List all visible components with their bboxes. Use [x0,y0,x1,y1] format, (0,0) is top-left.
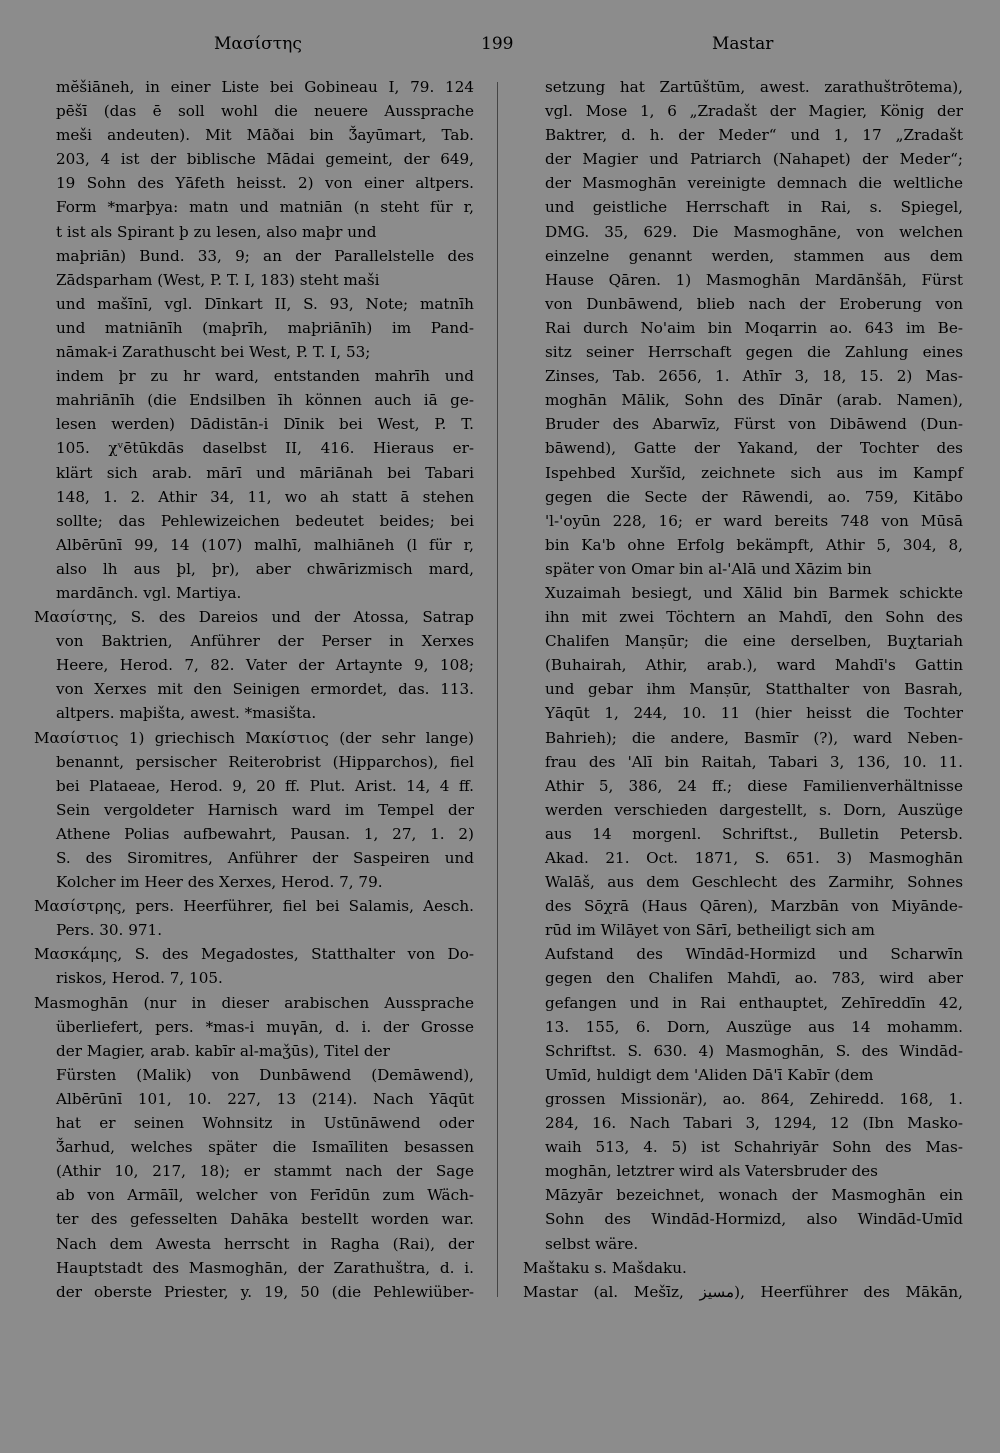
text-line: der oberste Priester, y. 19, 50 (die Pehlewiüber- [56,1282,474,1301]
text-line: 203, 4 ist der biblische Mādai gemeint, der 649, [56,150,475,169]
text-line: altpers. maþišta, awest. *masišta. [56,704,317,723]
text-line: setzung hat Zartūštūm, awest. zarathuštrōtema), [545,78,964,96]
text-line: später von Omar bin al-'Alā und Xāzim bin [545,559,872,578]
text-line: maþriān) Bund. 33, 9; an der Parallelstelle des [56,246,475,265]
right-column [523,75,963,1304]
text-line: Bruder des Abarwīz, Fürst von Dibāwend (Dun- [545,415,964,434]
column-divider [497,82,498,1297]
text-line: Sein vergoldeter Harnisch ward im Tempel der [56,800,475,819]
text-line: Schriftst. S. 630. 4) Masmoghān, S. des Windād- [545,1041,964,1060]
text-line: werden verschieden dargestellt, s. Dorn, Auszüge [545,800,963,819]
text-line: Heere, Herod. 7, 82. Vater der Artaynte 9, 108; [56,656,475,675]
text-line: Athene Polias aufbewahrt, Pausan. 1, 27, 1. 2) [56,824,474,843]
text-line: (Athir 10, 217, 18); er stammt nach der Sage [56,1162,474,1181]
text-line: selbst wäre. [545,1234,639,1253]
text-line: Māzyār bezeichnet, wonach der Masmoghān ein [545,1186,963,1205]
text-line: 148, 1. 2. Athir 34, 11, wo ah statt ā stehen [56,487,475,506]
text-line: moghān, letztrer wird als Vatersbruder des [545,1162,878,1181]
text-line: Baktrer, d. h. der Meder“ und 1, 17 „Zradašt [545,126,964,145]
text-line: Hause Qāren. 1) Masmoghān Mardānšāh, Fürst [545,270,963,289]
text-line: der Magier, arab. kabīr al-maǯūs), Titel der [56,1041,390,1060]
text-line: 13. 155, 6. Dorn, Auszüge aus 14 mohamm. [545,1017,963,1036]
text-line: bei Plataeae, Herod. 9, 20 ff. Plut. Arist. 14, 4 ff. [56,776,474,795]
text-line: Bahrieh); die andere, Basmīr (?), ward Neben- [545,728,963,747]
text-line: aus 14 morgenl. Schriftst., Bulletin Petersb. [545,824,963,843]
text-line: und geistliche Herrschaft in Rai, s. Spiegel, [545,198,964,217]
text-line: Albērūnī 99, 14 (107) malhī, malhiāneh (l für r, [56,535,474,554]
text-line: pēšī (das ē soll wohl die neuere Aussprache [56,102,474,121]
text-line: rūd im Wilāyet von Sārī, betheiligt sich am [545,921,875,940]
text-line: Μασίστης, S. des Dareios und der Atossa, Satrap [34,608,474,627]
text-line: vgl. Mose 1, 6 „Zradašt der Magier, König der [545,102,963,121]
text-line: moghān Mālik, Sohn des Dīnār (arab. Namen), [545,391,964,410]
text-line: meši andeuten). Mit Māðai bin Ǯayūmart, Tab. [56,126,475,145]
text-line: gefangen und in Rai enthauptet, Zehīreddīn 42, [545,993,964,1012]
text-line: Akad. 21. Oct. 1871, S. 651. 3) Masmoghān [545,849,963,867]
text-line: grossen Missionär), ao. 864, Zehiredd. 168, 1. [545,1089,963,1108]
text-line: indem þr zu hr ward, entstanden mahrīh und [56,367,475,386]
text-line: gegen den Chalifen Mahdī, ao. 783, wird aber [545,969,963,988]
text-line: Mastar (al. Mešīz, مسيز), Heerführer des Mākān, [523,1282,964,1301]
text-line: Yāqūt 1, 244, 10. 11 (hier heisst die Tochter [545,704,964,723]
text-line: bāwend), Gatte der Yakand, der Tochter des [545,439,963,458]
text-line: des Sōχrā (Haus Qāren), Marzbān von Miyānde- [545,897,963,916]
text-line: 'l-'oyūn 228, 16; er ward bereits 748 von Mūsā [545,511,964,530]
text-line: Pers. 30. 971. [56,921,163,940]
text-line: Zinses, Tab. 2656, 1. Athīr 3, 18, 15. 2) Mas- [545,367,963,386]
text-line: von Dunbāwend, blieb nach der Eroberung von [545,294,964,313]
text-line: Nach dem Awesta herrscht in Ragha (Rai), der [56,1234,475,1253]
text-line: der Magier und Patriarch (Nahapet) der Meder“; [545,150,963,169]
text-line: Kolcher im Heer des Xerxes, Herod. 7, 79. [56,873,383,892]
text-line: Μασκάμης, S. des Megadostes, Statthalter von Do- [34,945,474,964]
text-line: und gebar ihm Manṣūr, Statthalter von Basrah, [545,680,964,699]
text-line: hat er seinen Wohnsitz in Ustūnāwend oder [56,1114,475,1133]
text-line: 284, 16. Nach Tabari 3, 1294, 12 (Ibn Masko- [545,1114,964,1133]
text-line: von Baktrien, Anführer der Perser in Xerxes [56,632,474,651]
text-line: t ist als Spirant þ zu lesen, also maþr und [56,222,377,241]
text-line: mahriānīh (die Endsilben īh können auch iā ge- [56,391,474,410]
text-line: klärt sich arab. mārī und māriānah bei Tabari [56,463,474,482]
text-line: Albērūnī 101, 10. 227, 13 (214). Nach Yāqūt [56,1089,474,1108]
text-line: Chalifen Manṣūr; die eine derselben, Buχtariah [545,632,964,651]
text-line: frau des 'Alī bin Raitah, Tabari 3, 136, 10. 11. [545,752,964,771]
text-line: Sohn des Windād-Hormizd, also Windād-Umīd [545,1210,963,1229]
text-line: Form *marþya: matn und matniān (n steht für r, [56,198,475,217]
text-line: sollte; das Pehlewizeichen bedeutet beides; bei [56,511,474,530]
text-line: gegen die Secte der Rāwendi, ao. 759, Kitābo [545,487,963,506]
text-line: (Buhairah, Athir, arab.), ward Mahdī's Gattin [545,656,964,675]
text-line: Xuzaimah besiegt, und Xālid bin Barmek schickte [545,583,963,602]
text-line: benannt, persischer Reiterobrist (Hipparchos), fiel [56,752,474,771]
text-line: 19 Sohn des Yāfeth heisst. 2) von einer altpers. [56,174,474,193]
text-line: Fürsten (Malik) von Dunbāwend (Demāwend), [56,1065,474,1084]
text-line: Zādsparham (West, P. T. I, 183) steht maši [56,270,380,289]
left-column [34,75,474,1304]
text-line: nāmak-i Zarathuscht bei West, P. T. I, 53; [56,343,371,362]
text-line: mardānch. vgl. Martiya. [56,583,242,602]
text-line: überliefert, pers. *mas-i muγān, d. i. der Grosse [56,1017,474,1036]
text-line: Walāš, aus dem Geschlecht des Zarmihr, Sohnes [545,873,963,892]
text-line: Μασίστιος 1) griechisch Μακίστιος (der sehr lange) [34,728,474,747]
text-line: lesen werden) Dādistān-i Dīnik bei West, P. T. [56,415,474,434]
text-line: Masmoghān (nur in dieser arabischen Aussprache [34,993,475,1012]
text-line: Maštaku s. Mašdaku. [523,1258,687,1277]
text-line: ter des gefesselten Dahāka bestellt worden war. [56,1210,474,1229]
text-line: 105. χᵛētūkdās daselbst II, 416. Hieraus er- [56,439,475,458]
text-line: Umīd, huldigt dem 'Aliden Dā'ī Kabīr (dem [545,1065,874,1084]
text-line: und mašīnī, vgl. Dīnkart II, S. 93, Note; matnīh [56,294,474,313]
text-line: S. des Siromitres, Anführer der Saspeiren und [56,849,475,867]
text-line: Ispehbed Xuršīd, zeichnete sich aus im Kampf [545,463,963,482]
text-line: von Xerxes mit den Seinigen ermordet, das. 113. [56,680,475,699]
running-head-right: Mastar [712,34,774,54]
page-number: 199 [481,34,514,54]
page-header [0,34,1000,62]
text-line: und matniānīh (maþrīh, maþriānīh) im Pand- [56,318,475,337]
text-line: Rai durch No'aim bin Moqarrin ao. 643 im Be- [545,318,963,337]
text-line: Athir 5, 386, 24 ff.; diese Familienverhältnisse [545,776,963,795]
text-line: ab von Armāīl, welcher von Ferīdūn zum Wäch- [56,1186,474,1205]
text-line: Hauptstadt des Masmoghān, der Zarathuštra, d. i. [56,1258,474,1277]
text-line: ihn mit zwei Töchtern an Mahdī, den Sohn des [545,608,963,627]
text-line: Aufstand des Wīndād-Hormizd und Scharwīn [545,945,964,964]
text-line: waih 513, 4. 5) ist Schahriyār Sohn des Mas- [545,1138,963,1157]
text-line: mĕšiāneh, in einer Liste bei Gobineau I, 79. 124 [56,78,475,96]
text-line: riskos, Herod. 7, 105. [56,969,223,988]
text-line: der Masmoghān vereinigte demnach die weltliche [545,174,964,193]
text-line: Μασίστρης, pers. Heerführer, fiel bei Salamis, Aesch. [34,897,474,916]
text-line: sitz seiner Herrschaft gegen die Zahlung eines [545,343,963,362]
text-line: also lh aus þl, þr), aber chwārizmisch mard, [56,559,474,578]
text-line: einzelne genannt werden, stammen aus dem [545,246,963,265]
text-line: bin Ka'b ohne Erfolg bekämpft, Athir 5, 304, 8, [545,535,963,554]
text-line: Ǯarhud, welches später die Ismaīliten besassen [56,1138,475,1157]
text-line: DMG. 35, 629. Die Masmoghāne, von welchen [545,222,963,241]
running-head-left: Μασίστης [214,34,302,54]
